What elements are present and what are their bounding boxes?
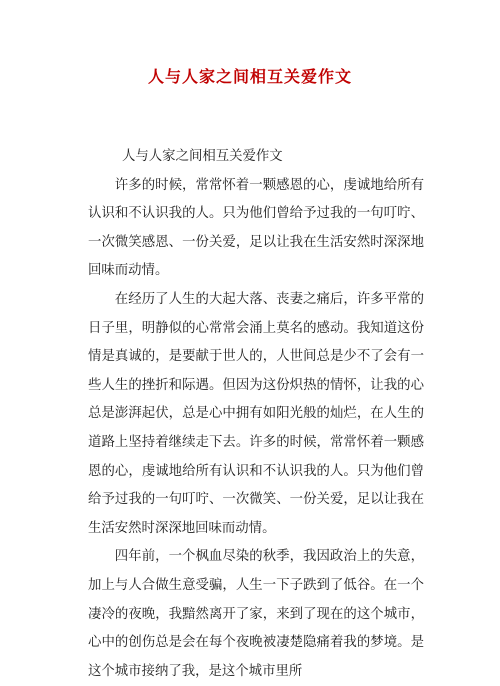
paragraph-2: 在经历了人生的大起大落、丧妻之痛后，许多平常的日子里，明静似的心常常会涌上莫名的感动。我知道这份情是真诚的，是要献于世人的，人世间总是少不了会有一些人生的挫折和际遇。但因为这份炽热的情怀，让我的心总是澎湃起伏，总是心中拥有如阳光般的灿烂，在人生的道路上坚持着继续走下去。许多的时候，常常怀着一颗感恩的心，虔诚地给所有认识和不认识我的人。只为他们曾给予过我的一句叮咛、一次微笑、一份关爱，足以让我在生活安然时深深地回味而动情。: [88, 291, 424, 536]
document-body: [88, 143, 424, 686]
essay-subtitle: 人与人家之间相互关爱作文: [122, 149, 283, 164]
paragraph-3: 四年前，一个枫血尽染的秋季，我因政治上的失意，加上与人合做生意受骗，人生一下子跌到了低谷。在一个凄冷的夜晚，我黯然离开了家，来到了现在的这个城市，心中的创伤总是会在每个夜晚被凄楚隐痛着我的梦境。是这个城市接纳了我，是这个城市里所: [88, 549, 424, 679]
paragraph-1: 许多的时候，常常怀着一颗感恩的心，虔诚地给所有认识和不认识我的人。只为他们曾给予过我的一句叮咛、一次微笑感恩、一份关爱，足以让我在生活安然时深深地回味而动情。: [88, 177, 424, 279]
document-title: 人与人家之间相互关爱作文: [147, 67, 352, 86]
